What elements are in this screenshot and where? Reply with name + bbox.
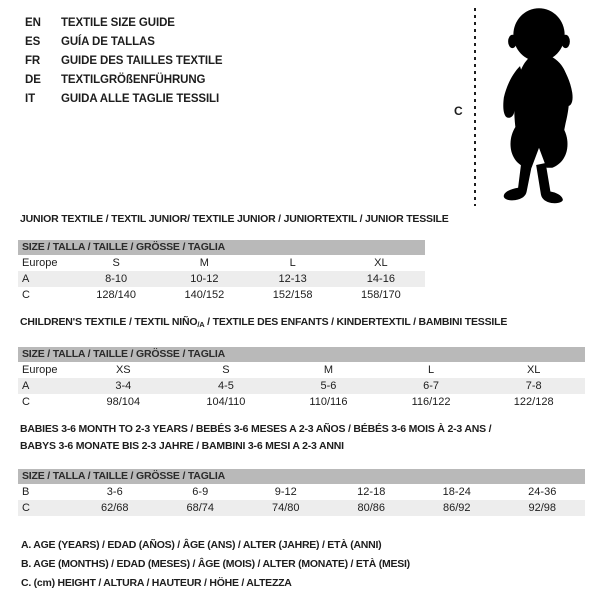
toddler-silhouette-icon (482, 4, 596, 210)
size-cell: 12-18 (357, 486, 386, 498)
size-cell: 110/116 (309, 396, 348, 408)
children-size-table (18, 347, 585, 410)
size-cell: 140/152 (184, 289, 225, 301)
row-label: B (22, 486, 30, 498)
size-cell: 74/80 (271, 502, 300, 514)
size-cell: 86/92 (442, 502, 471, 514)
size-cell: 5-6 (320, 380, 337, 392)
language-label: TEXTILGRÖßENFÜHRUNG (61, 73, 206, 86)
size-cell: 3-6 (106, 486, 123, 498)
babies-title-line2: BABYS 3-6 MONATE BIS 2-3 JAHRE / BAMBINI 3-6 MESI A 2-3 ANNI (20, 440, 344, 452)
row-label: C (22, 396, 30, 408)
language-row-it (25, 89, 223, 108)
footnote-a: A. AGE (YEARS) / EDAD (AÑOS) / ÂGE (ANS) / ALTER (JAHRE) / ETÀ (ANNI) (21, 539, 382, 551)
footnote-legend (21, 536, 410, 593)
table-row (18, 287, 425, 303)
size-cell: S (222, 364, 230, 376)
language-label: GUÍA DE TALLAS (61, 35, 155, 48)
size-cell: 18-24 (442, 486, 471, 498)
table-row (18, 378, 585, 394)
language-code: DE (25, 73, 41, 86)
size-cell: XL (374, 257, 388, 269)
language-code: IT (25, 92, 36, 105)
size-cell: 9-12 (274, 486, 297, 498)
junior-section-title: JUNIOR TEXTILE / TEXTIL JUNIOR/ TEXTILE JUNIOR / JUNIORTEXTIL / JUNIOR TESSILE (20, 213, 449, 225)
size-cell: XL (526, 364, 541, 376)
size-cell: M (323, 364, 334, 376)
size-cell: S (112, 257, 120, 269)
size-cell: 12-13 (278, 273, 307, 285)
language-row-de (25, 70, 223, 89)
size-cell: 152/158 (272, 289, 313, 301)
size-cell: 7-8 (525, 380, 542, 392)
table-row (18, 255, 425, 271)
children-title-text: / TEXTILE DES ENFANTS / KINDERTEXTIL / BAMBINI TESSILE (204, 316, 508, 328)
size-cell: L (428, 364, 435, 376)
size-header-bar: SIZE / TALLA / TAILLE / GRÖSSE / TAGLIA (18, 240, 425, 255)
size-cell: M (199, 257, 209, 269)
size-cell: 3-4 (115, 380, 132, 392)
size-cell: 68/74 (186, 502, 215, 514)
size-cell: 62/68 (100, 502, 129, 514)
row-label: A (22, 273, 30, 285)
children-title-subscript: /A (197, 320, 205, 329)
size-header-bar: SIZE / TALLA / TAILLE / GRÖSSE / TAGLIA (18, 469, 585, 484)
babies-size-grid (18, 484, 585, 516)
children-section-title (20, 316, 507, 329)
size-cell: 158/170 (360, 289, 401, 301)
size-cell: 8-10 (105, 273, 128, 285)
size-header-bar: SIZE / TALLA / TAILLE / GRÖSSE / TAGLIA (18, 347, 585, 362)
junior-size-table (18, 240, 425, 303)
language-code: EN (25, 16, 41, 29)
figure-measure-label: C (454, 104, 463, 118)
language-row-en (25, 13, 223, 32)
language-row-es (25, 32, 223, 51)
language-title-list (25, 13, 223, 108)
table-row (18, 271, 425, 287)
language-code: ES (25, 35, 41, 48)
junior-size-grid (18, 255, 425, 303)
babies-size-table (18, 469, 585, 516)
size-cell: 6-9 (192, 486, 209, 498)
language-label: TEXTILE SIZE GUIDE (61, 16, 175, 29)
babies-section-title (20, 423, 491, 452)
row-label: C (22, 289, 30, 301)
table-row (18, 362, 585, 378)
size-cell: 10-12 (190, 273, 219, 285)
size-cell: 92/98 (528, 502, 557, 514)
size-cell: 80/86 (357, 502, 386, 514)
table-row (18, 500, 585, 516)
size-cell: 104/110 (206, 396, 246, 408)
size-cell: 98/104 (106, 396, 141, 408)
language-code: FR (25, 54, 41, 67)
language-row-fr (25, 51, 223, 70)
babies-title-line1: BABIES 3-6 MONTH TO 2-3 YEARS / BEBÉS 3-6 MESES A 2-3 AÑOS / BÉBÉS 3-6 MOIS À 2-3 ANS / (20, 423, 492, 435)
row-label: A (22, 380, 30, 392)
language-label: GUIDA ALLE TAGLIE TESSILI (61, 92, 220, 105)
language-label: GUIDE DES TAILLES TEXTILE (61, 54, 223, 67)
children-title-text: CHILDREN'S TEXTILE / TEXTIL NIÑO (20, 316, 198, 328)
height-dotted-line (474, 8, 476, 206)
footnote-b: B. AGE (MONTHS) / EDAD (MESES) / ÂGE (MOIS) / ALTER (MONATE) / ETÀ (MESI) (21, 558, 410, 570)
size-cell: 4-5 (217, 380, 234, 392)
size-cell: 128/140 (96, 289, 136, 301)
row-label: Europe (22, 257, 58, 269)
size-cell: 24-36 (528, 486, 557, 498)
row-label: C (22, 502, 30, 514)
footnote-c: C. (cm) HEIGHT / ALTURA / HAUTEUR / HÖHE / ALTEZZA (21, 577, 292, 589)
row-label: Europe (22, 364, 58, 376)
size-cell: XS (115, 364, 131, 376)
size-cell: 14-16 (366, 273, 395, 285)
size-cell: L (289, 257, 296, 269)
children-size-grid (18, 362, 585, 410)
size-cell: 122/128 (513, 396, 554, 408)
size-cell: 6-7 (423, 380, 440, 392)
table-row (18, 394, 585, 410)
size-cell: 116/122 (411, 396, 451, 408)
table-row (18, 484, 585, 500)
